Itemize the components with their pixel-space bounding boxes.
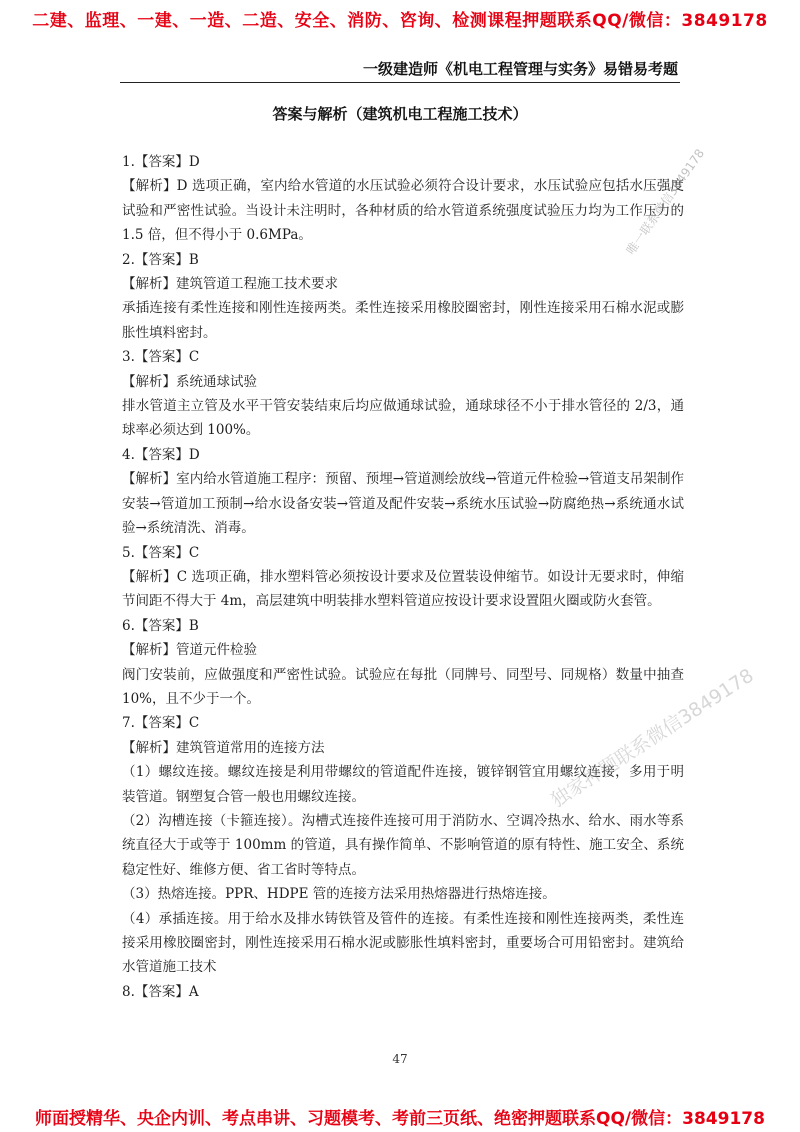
- answer-8: 8.【答案】A: [122, 983, 199, 1000]
- answer-6: 6.【答案】B: [122, 617, 199, 634]
- answer-2: 2.【答案】B: [122, 251, 199, 268]
- running-title: 一级建造师《机电工程管理与实务》易错易考题: [362, 60, 678, 78]
- answer-3: 3.【答案】C: [122, 349, 200, 366]
- analysis-7-item-3: （3）热熔连接。PPR、HDPE 管的连接方法采用热熔器进行热熔连接。: [122, 886, 556, 903]
- watermark-upper: 唯一联系微信3849178: [623, 146, 708, 258]
- analysis-5: 【解析】C 选项正确，排水塑料管必须按设计要求及位置装设伸缩节。如设计无要求时，伸缩节间距不得大于 4m，高层建筑中明装排水塑料管道应按设计要求设置阻火圈或防火套管。: [122, 568, 684, 610]
- watermark-lower: 独家押题联系微信3849178: [547, 664, 758, 812]
- analysis-6: 【解析】管道元件检验: [122, 642, 257, 659]
- analysis-1: 【解析】D 选项正确，室内给水管道的水压试验必须符合设计要求，水压试验应包括水压强度试验和严密性试验。当设计未注明时，各种材质的给水管道系统强度试验压力均为工作压力的 1.5 倍，但不得小于 0.6MPa。: [122, 178, 684, 244]
- analysis-6-text: 阀门安装前，应做强度和严密性试验。试验应在每批（同牌号、同型号、同规格）数量中抽查 10%，且不少于一个。: [122, 666, 684, 707]
- analysis-2-text: 承插连接有柔性连接和刚性连接两类。柔性连接采用橡胶圈密封，刚性连接采用石棉水泥或膨胀性填料密封。: [122, 300, 684, 341]
- analysis-7-item-4: （4）承插连接。用于给水及排水铸铁管及管件的连接。有柔性连接和刚性连接两类，柔性连接采用橡胶圈密封，刚性连接采用石棉水泥或膨胀性填料密封，重要场合可用铅密封。建筑给水管道施工技术: [122, 910, 684, 976]
- top-promo-banner: 二建、监理、一建、一造、二造、安全、消防、咨询、检测课程押题联系QQ/微信：3849178: [32, 11, 768, 31]
- answer-4: 4.【答案】D: [122, 446, 200, 463]
- page-number: 47: [392, 1052, 408, 1066]
- analysis-7: 【解析】建筑管道常用的连接方法: [122, 739, 325, 756]
- header-rule: [120, 82, 680, 83]
- answer-5: 5.【答案】C: [122, 544, 200, 561]
- analysis-7-item-1: （1）螺纹连接。螺纹连接是利用带螺纹的管道配件连接，镀锌钢管宜用螺纹连接，多用于明装管道。钢塑复合管一般也用螺纹连接。: [122, 764, 684, 805]
- analysis-3-text: 排水管道主立管及水平干管安装结束后均应做通球试验，通球球径不小于排水管径的 2/3，通球率必须达到 100%。: [122, 398, 684, 439]
- analysis-7-item-2: （2）沟槽连接（卡箍连接）。沟槽式连接件连接可用于消防水、空调冷热水、给水、雨水等系统直径大于或等于 100mm 的管道，具有操作简单、不影响管道的原有特性、施工安全、系统稳定性好、维修方便、省工省时等特点。: [122, 812, 684, 878]
- bottom-promo-banner: 师面授精华、央企内训、考点串讲、习题模考、考前三页纸、绝密押题联系QQ/微信：3849178: [35, 1109, 765, 1129]
- answer-content: [122, 150, 684, 1004]
- analysis-2: 【解析】建筑管道工程施工技术要求: [122, 276, 338, 293]
- section-title: 答案与解析（建筑机电工程施工技术）: [272, 105, 528, 123]
- analysis-3: 【解析】系统通球试验: [122, 373, 257, 390]
- answer-7: 7.【答案】C: [122, 715, 200, 732]
- answer-1: 1.【答案】D: [122, 154, 200, 170]
- analysis-4: 【解析】室内给水管道施工程序：预留、预埋→管道测绘放线→管道元件检验→管道支吊架制作安装→管道加工预制→给水设备安装→管道及配件安装→系统水压试验→防腐绝热→系统通水试验→系统清洗、消毒。: [122, 471, 684, 537]
